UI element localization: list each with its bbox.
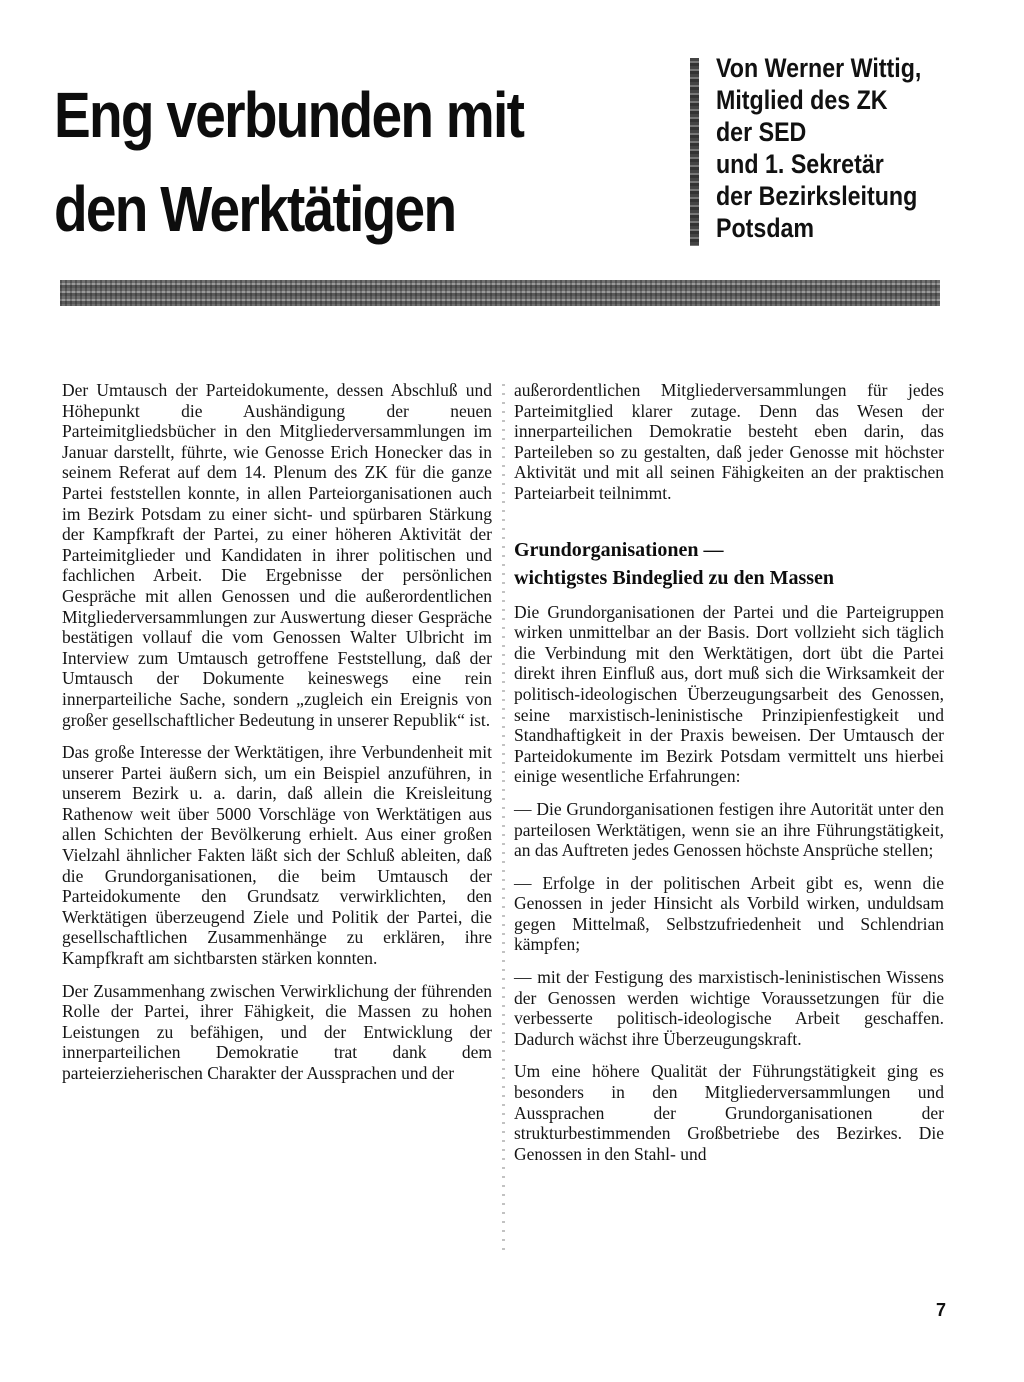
- article-title: Eng verbunden mit den Werktätigen: [54, 79, 524, 245]
- paragraph: Um eine höhere Qualität der Führungstätigkeit ging es besonders in den Mitgliederversammlungen und Aussprachen der Grundorganisationen der strukturbestimmenden Großbetriebe des Bezirkes. Die Genossen in den Stahl- und: [514, 1061, 944, 1164]
- author-bar-decoration: [690, 58, 699, 246]
- list-item: — Die Grundorganisationen festigen ihre Autorität unter den parteilosen Werktätigen, wenn sie an ihre Führungstätigkeit, an das Auftreten jedes Genossen höchste Ansprüche stellen;: [514, 798, 944, 861]
- list-item: — Erfolge in der politischen Arbeit gibt es, wenn die Genossen in jeder Hinsicht als Vorbild wirken, unduldsam gegen Mittelmaß, Selbstzufriedenheit und Schlendrian kämpfen;: [514, 872, 944, 955]
- author-line: der Bezirksleitung: [716, 181, 918, 211]
- author-line: und 1. Sekretär: [716, 149, 884, 179]
- section-heading: [514, 536, 944, 592]
- list-item: — mit der Festigung des marxistisch-leninistischen Wissens der Genossen werden wichtige Voraussetzungen für die verbesserte politisch-ideologische Arbeit geschaffen. Dadurch wächst ihre Überzeugungskraft.: [514, 967, 944, 1049]
- column-divider: [502, 384, 505, 1254]
- section-heading-line: wichtigstes Bindeglied zu den Massen: [514, 566, 835, 589]
- left-column: [62, 380, 492, 1084]
- header-rule: [60, 280, 940, 306]
- author-line: Mitglied des ZK: [716, 85, 888, 115]
- paragraph: Das große Interesse der Werktätigen, ihre Verbundenheit mit unserer Partei äußern sich, um ein Beispiel anzuführen, in unserem Bezirk u. a. darin, daß allein die Kreisleitung Rathenow weit über 5000 Vorschläge von Werktätigen aus allen Schichten der Bevölkerung erhielt. Aus einer großen Vielzahl ähnlicher Fakten läßt sich der Schluß ableiten, daß die Grundorganisationen, die beim Umtausch der Parteidokumente den Grundsatz verwirklichten, den Werktätigen überzeugend Ziele und Politik der Partei, die gesellschaftlichen Zusammenhänge zu erklären, ihre Kampfkraft am sichtbarsten stärken konnten.: [62, 742, 492, 969]
- page-number: 7: [936, 1300, 947, 1320]
- paragraph: Die Grundorganisationen der Partei und die Parteigruppen wirken unmittelbar an der Basis. Dort vollzieht sich täglich die Verbindung mit den Werktätigen, dort übt die Partei direkt ihren Einfluß aus, dort muß sich die Wirksamkeit der politisch-ideologischen Überzeugungsarbeit des Genossen, seine marxistisch-leninistische Prinzipienfestigkeit und Standhaftigkeit in der Praxis beweisen. Der Umtausch der Parteidokumente im Bezirk Potsdam vermittelt uns hierbei einige wesentliche Erfahrungen:: [514, 601, 944, 787]
- paragraph: Der Umtausch der Parteidokumente, dessen Abschluß und Höhepunkt die Aushändigung der neuen Parteimitgliedsbücher in den Mitgliederversammlungen im Januar darstellt, führte, wie Genosse Erich Honecker das in seinem Referat auf dem 14. Plenum des ZK für die ganze Partei feststellen konnte, in allen Parteiorganisationen auch im Bezirk Potsdam zu einer sicht- und spürbaren Stärkung der Kampfkraft der Partei, zu einer höheren Aktivität der Parteimitglieder und Kandidaten in ihrer politischen und fachlichen Arbeit. Die Ergebnisse der persönlichen Gespräche mit allen Genossen und die außerordentlichen Mitgliederversammlungen zur Auswertung dieser Gespräche bestätigen vollauf die vom Genossen Walter Ulbricht im Interview zum Umtausch getroffene Feststellung, daß der Umtausch der Dokumente keineswegs eine rein innerparteiliche Sache, sondern „zugleich ein Ereignis von großer gesellschaftlicher Bedeutung in unserer Republik“ ist.: [62, 380, 492, 730]
- author-line: Von Werner Wittig,: [716, 53, 922, 83]
- paragraph: außerordentlichen Mitgliederversammlungen für jedes Parteimitglied klarer zutage. Denn das Wesen der innerparteilichen Demokratie besteht eben darin, das Parteileben so zu gestalten, daß jeder Genosse mit höchster Aktivität und mit all seinen Fähigkeiten an der praktischen Parteiarbeit teilnimmt.: [514, 380, 944, 503]
- paragraph: Der Zusammenhang zwischen Verwirklichung der führenden Rolle der Partei, ihrer Fähigkeit, die Massen zu hohen Leistungen zu befähigen, und der Entwicklung der innerparteilichen Demokratie trat dank dem parteierzieherischen Charakter der Aussprachen und der: [62, 980, 492, 1083]
- right-column: [514, 380, 944, 1164]
- author-byline: [716, 52, 948, 244]
- author-line: der SED: [716, 117, 807, 147]
- author-line: Potsdam: [716, 213, 815, 243]
- section-heading-line: Grundorganisationen —: [514, 538, 724, 561]
